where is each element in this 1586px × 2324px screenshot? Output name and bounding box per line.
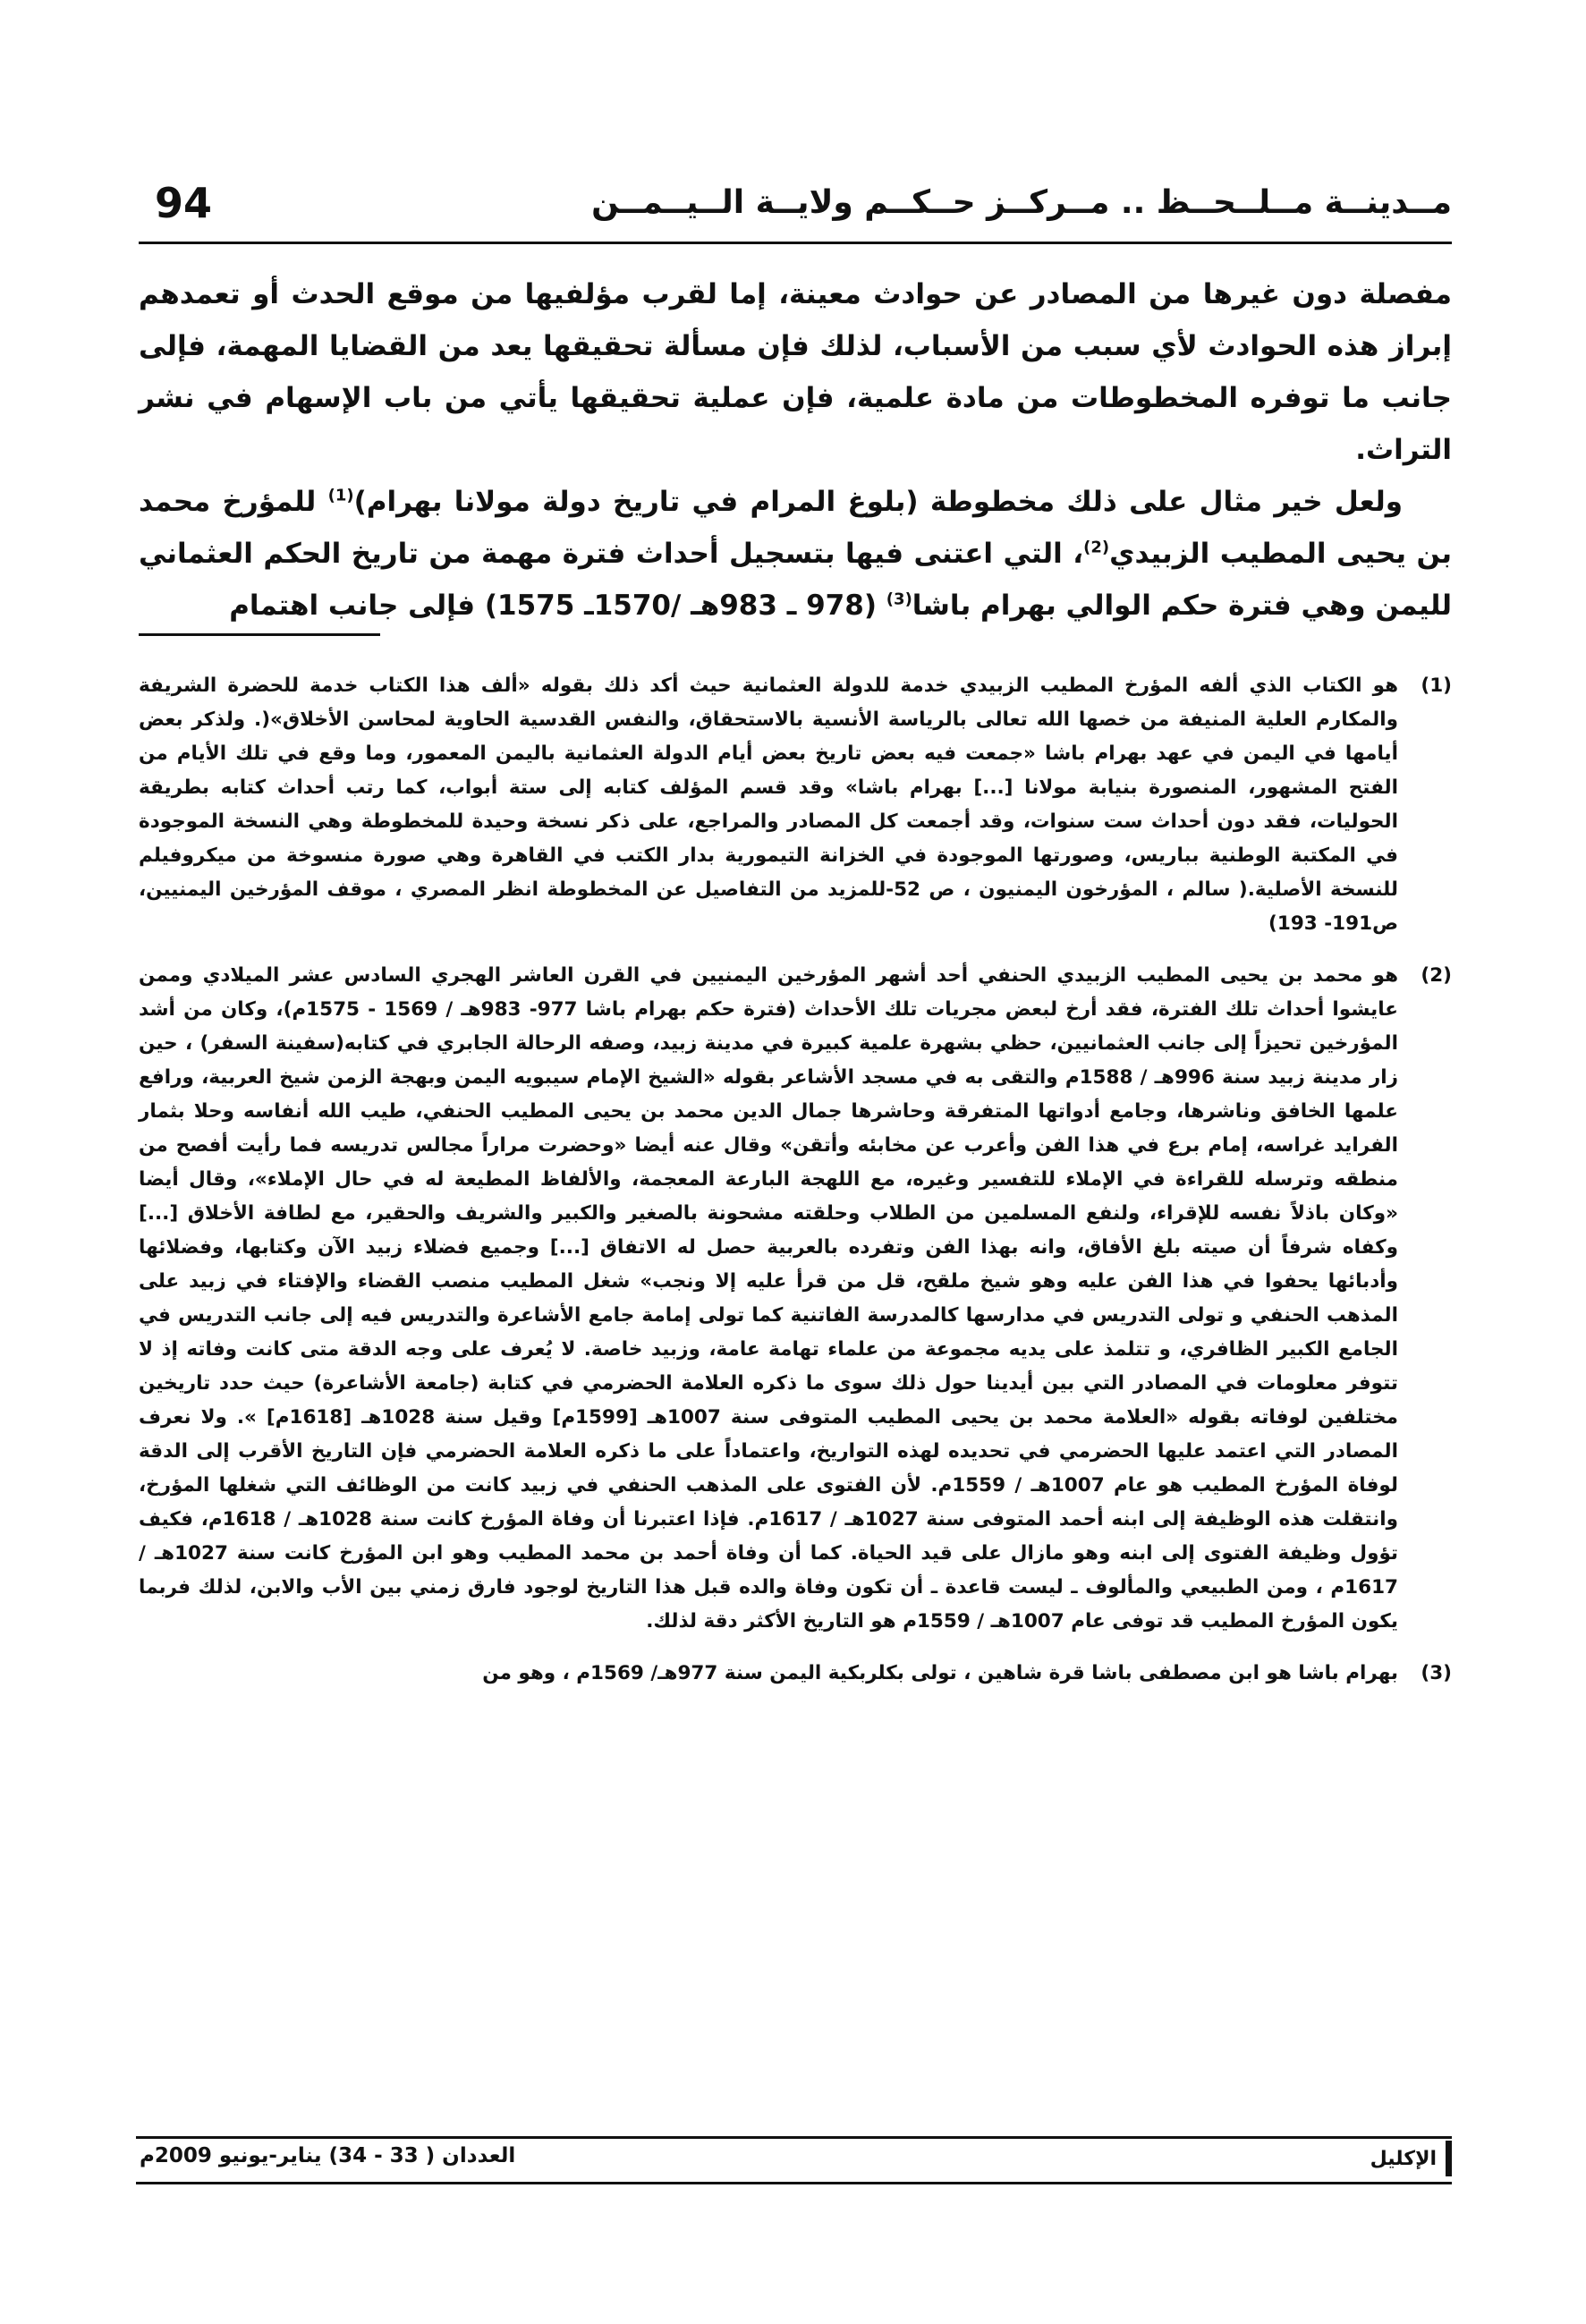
footnote-number: (3) bbox=[1421, 1662, 1452, 1684]
footnote bbox=[139, 959, 1452, 1639]
footnote-number: (1) bbox=[1421, 674, 1452, 697]
page-header bbox=[139, 179, 1452, 244]
page-footer bbox=[136, 2136, 1452, 2184]
footnote-text: هو الكتاب الذي ألفه المؤرخ المطيب الزبيدي خدمة للدولة العثمانية حيث أكد ذلك بقوله «ألف هذا الكتاب خدمة للحضرة الشريفة والمكارم العلية المنيفة من خصها الله تعالى بالرياسة الأنسية بالاستحقاق، والنفس القدسية الحاوية لمحاسن الأخلاق»(. ولذكر بعض أيامها في اليمن في عهد بهرام باشا «جمعت فيه بعض تاريخ بعض أيام الدولة العثمانية باليمن المعمور، وما وقع في تلك الأيام من الفتح المشهور، المنصورة بنيابة مولانا [...] بهرام باشا» وقد قسم المؤلف كتابه إلى ستة أبواب، كما رتب أحداث كتابه بطريقة الحوليات، فقد دون أحداث ست سنوات، وقد أجمعت كل المصادر والمراجع، على ذكر نسخة وحيدة للمخطوطة وهي النسخة الموجودة في المكتبة الوطنية بباريس، وصورتها الموجودة في الخزانة التيمورية بدار الكتب في القاهرة وهي صورة منسوخة من ميكروفيلم للنسخة الأصلية.( سالم ، المؤرخون اليمنيون ، ص 52-للمزيد من التفاصيل عن المخطوطة انظر المصري ، موقف المؤرخين اليمنيين، ص191- 193) bbox=[139, 674, 1398, 935]
footnote bbox=[139, 1657, 1452, 1691]
issue-info: العددان ( 33 - 34) يناير-يونيو 2009م bbox=[140, 2144, 516, 2167]
paragraph: مفصلة دون غيرها من المصادر عن حوادث معينة، إما لقرب مؤلفيها من موقع الحدث أو تعمدهم إبراز هذه الحوادث لأي سبب من الأسباب، لذلك فإن مسألة تحقيقها يعد من القضايا المهمة، فإلى جانب ما توفره المخطوطات من مادة علمية، فإن عملية تحقيقها يأتي من باب الإسهام في نشر التراث. bbox=[139, 278, 1452, 466]
text-run: (978 ـ 983هـ /1570ـ 1575) فإلى جانب اهتمام bbox=[229, 589, 886, 622]
paragraph bbox=[139, 476, 1452, 632]
footnote bbox=[139, 669, 1452, 941]
running-title: مــدينــة مــلــحــظ .. مــركــز حــكــم ولايــة الــيــمــن bbox=[591, 184, 1452, 221]
footnotes bbox=[139, 669, 1452, 1709]
journal-logo bbox=[1370, 2141, 1452, 2176]
text-run: للمؤرخ محمد بن يحيى المطيب الزبيدي bbox=[139, 486, 1453, 570]
text-run: ، التي اعتنى فيها بتسجيل أحداث فترة مهمة من تاريخ الحكم العثماني لليمن وهي فترة حكم الوالي بهرام باشا bbox=[139, 538, 1452, 622]
footnote-text: هو محمد بن يحيى المطيب الزبيدي الحنفي أحد أشهر المؤرخين اليمنيين في القرن العاشر الهجري السادس عشر الميلادي وممن عايشوا أحداث تلك الفترة، فقد أرخ لبعض مجريات تلك الأحداث (فترة حكم بهرام باشا 977- 983هـ / 1569 - 1575م)، وكان من أشد المؤرخين تحيزاً إلى جانب العثمانيين، حظي بشهرة علمية كبيرة في مدينة زبيد، وصفه الرحالة الجابري في كتابه(سفينة السفر) ، حين زار مدينة زبيد سنة 996هـ / 1588م والتقى به في مسجد الأشاعر بقوله «الشيخ الإمام سيبويه اليمن وبهجة الزمن شيخ العربية، ورافع علمها الخافق وناشرها، وجامع أدواتها المتفرقة وحاشرها جمال الدين محمد بن يحيى المطيب الحنفي، طيب الله أنفاسه وحلا بثمار الفرايد غراسه، إمام برع في هذا الفن وأعرب عن مخابئه وأتقن» وقال عنه أيضا «وحضرت مراراً مجالس تدريسه فما رأيت أفصح من منطقه وترسله للقراءة في الإملاء للتفسير وغيره، مع اللهجة البارعة المعجمة، والألفاظ المطيعة له في حال الإملاء»، وقال أيضا «وكان باذلاً نفسه للإقراء، ولنفع المسلمين من الطلاب وحلقته مشحونة بالصغير والكبير والشريف والحقير، مع لطافة الأخلاق [...] وكفاه شرفاً أن صيته بلغ الأفاق، وانه بهذا الفن وتفرده بالعربية حصل له الاتفاق [...] وجميع فضلاء زبيد الآن وكتابها، وفضلائها وأدبائها يحفوا في هذا الفن عليه وهو شيخ ملقح، قل من قرأ عليه إلا ونجب» شغل المطيب منصب القضاء والإفتاء في زبيد على المذهب الحنفي و تولى التدريس في مدارسها كالمدرسة الفاتنية كما تولى إمامة جامع الأشاعرة والتدريس فيه إلى جانب التدريس في الجامع الكبير الظافري، و تتلمذ على يديه مجموعة من علماء تهامة عامة، وزبيد خاصة. لا يُعرف على وجه الدقة متى كانت وفاته إذ لا تتوفر معلومات في المصادر التي بين أيدينا حول ذلك سوى ما ذكره العلامة الحضرمي في كتابة (جامعة الأشاعرة) حيث حدد تاريخين مختلفين لوفاته بقوله «العلامة محمد بن يحيى المطيب المتوفى سنة 1007هـ [1599م] وقيل سنة 1028هـ [1618م] ». ولا نعرف المصادر التي اعتمد عليها الحضرمي في تحديده لهذه التواريخ، واعتماداً على ما ذكره العلامة الحضرمي فإن التاريخ الأقرب إلى الدقة لوفاة المؤرخ المطيب هو عام 1007هـ / 1559م. لأن الفتوى على المذهب الحنفي في زبيد كانت من الوظائف التي شغلها المؤرخ، وانتقلت هذه الوظيفة إلى ابنه أحمد المتوفى سنة 1027هـ / 1617م. فإذا اعتبرنا أن وفاة المؤرخ كانت سنة 1028هـ / 1618م، فكيف تؤول وظيفة الفتوى إلى ابنه وهو مازال على قيد الحياة. كما أن وفاة أحمد بن محمد المطيب وهو ابن المؤرخ كانت سنة 1027هـ / 1617م ، ومن الطبيعي والمألوف ـ ليست قاعدة ـ أن تكون وفاة والده قبل هذا التاريخ لوجود فارق زمني بين الأب والابن، لذلك فربما يكون المؤرخ المطيب قد توفى عام 1007هـ / 1559م هو التاريخ الأكثر دقة لذلك. bbox=[139, 964, 1399, 1633]
text-run: ولعل خير مثال على ذلك مخطوطة (بلوغ المرام في تاريخ دولة مولانا بهرام) bbox=[353, 486, 1403, 518]
footnote-ref: (3) bbox=[886, 589, 912, 609]
footnote-ref: (2) bbox=[1083, 538, 1110, 557]
main-text bbox=[139, 268, 1452, 632]
journal-logo-text: الإكليل bbox=[1370, 2148, 1437, 2170]
footnote-ref: (1) bbox=[327, 486, 354, 505]
page-number: 94 bbox=[155, 179, 213, 227]
footnote-separator bbox=[139, 633, 380, 636]
footnote-text: بهرام باشا هو ابن مصطفى باشا قرة شاهين ، تولى بكلربكية اليمن سنة 977هـ/ 1569م ، وهو من bbox=[482, 1662, 1398, 1684]
footnote-number: (2) bbox=[1421, 964, 1452, 987]
